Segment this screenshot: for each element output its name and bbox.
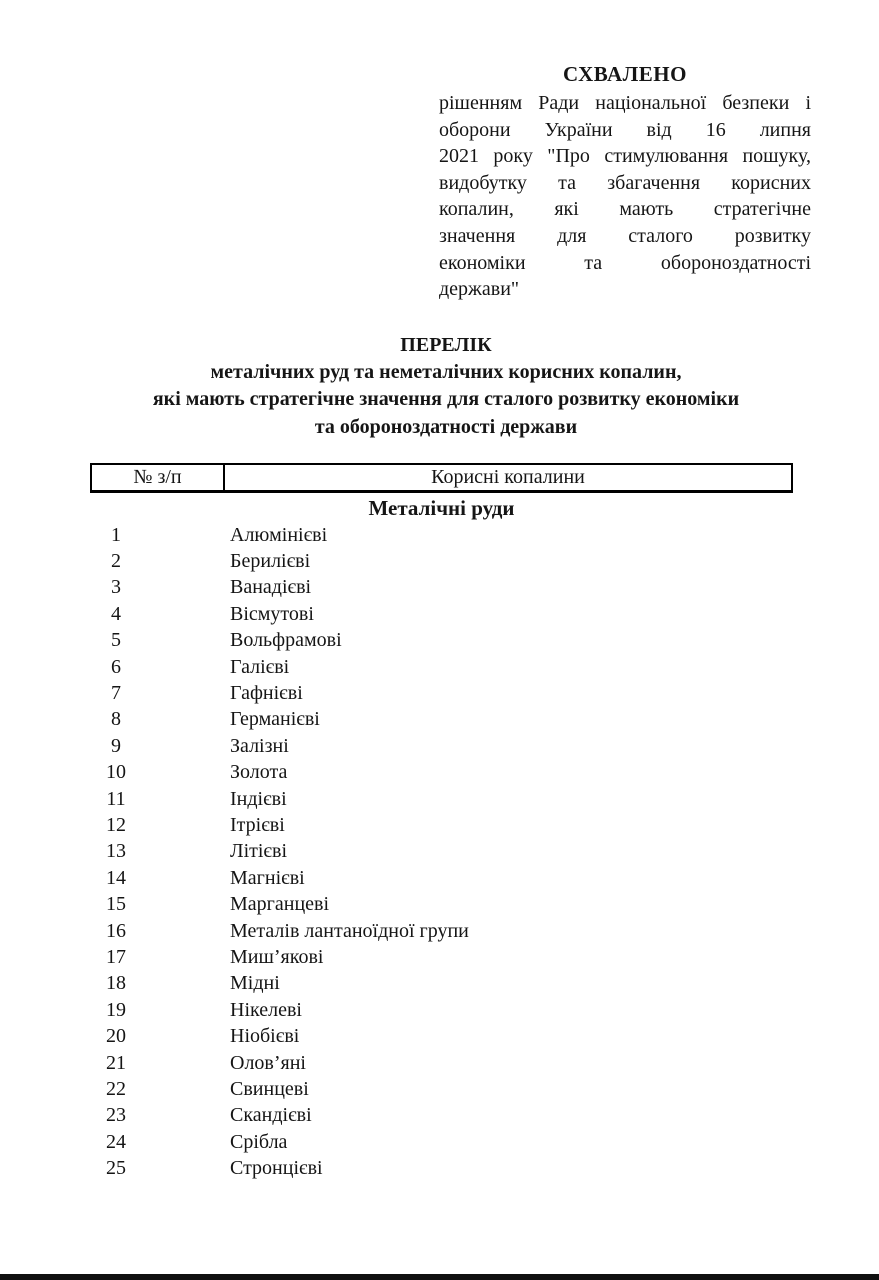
table-row <box>90 628 793 654</box>
row-mineral-name: Магнієві <box>230 866 305 889</box>
document-title-line: металічних руд та неметалічних корисних копалин, <box>210 361 682 384</box>
approval-line: держави" <box>439 278 520 301</box>
row-mineral-name: Германієві <box>230 708 320 731</box>
row-number: 4 <box>111 602 121 625</box>
table-row <box>90 575 793 601</box>
row-number: 19 <box>106 998 126 1021</box>
row-number: 23 <box>106 1104 126 1127</box>
minerals-table <box>90 463 793 1182</box>
table-row <box>90 971 793 997</box>
row-number: 18 <box>106 972 126 995</box>
row-mineral-name: Марганцеві <box>230 893 330 916</box>
approval-line: значення для сталого розвитку <box>439 224 811 247</box>
table-row <box>90 654 793 680</box>
row-mineral-name: Літієві <box>230 840 288 863</box>
row-number: 8 <box>111 708 121 731</box>
row-mineral-name: Ітрієві <box>230 813 285 836</box>
row-number: 6 <box>111 655 121 678</box>
row-mineral-name: Золота <box>230 761 288 784</box>
table-row <box>90 548 793 574</box>
row-number: 13 <box>106 840 126 863</box>
row-number: 5 <box>111 629 121 652</box>
section-title-metal-ores: Металічні руди <box>368 496 515 520</box>
row-mineral-name: Алюмінієві <box>230 523 328 546</box>
row-number: 24 <box>106 1130 126 1153</box>
table-row <box>90 891 793 917</box>
table-row <box>90 522 793 548</box>
approval-line: копалин, які мають стратегічне <box>439 198 811 221</box>
table-row <box>90 865 793 891</box>
row-mineral-name: Скандієві <box>230 1104 312 1127</box>
table-row <box>90 997 793 1023</box>
approval-line: видобутку та збагачення корисних <box>439 171 811 194</box>
row-mineral-name: Ванадієві <box>230 576 312 599</box>
row-mineral-name: Олов’яні <box>230 1051 306 1074</box>
table-row <box>90 812 793 838</box>
row-number: 10 <box>106 761 126 784</box>
row-mineral-name: Індієві <box>230 787 287 810</box>
row-mineral-name: Берилієві <box>230 550 311 573</box>
table-row <box>90 1103 793 1129</box>
row-number: 9 <box>111 734 121 757</box>
table-row <box>90 707 793 733</box>
approval-body <box>439 90 811 303</box>
approval-line: рішенням Ради національної безпеки і <box>439 92 811 114</box>
table-row <box>90 1076 793 1102</box>
table-row <box>90 839 793 865</box>
row-number: 25 <box>106 1157 126 1180</box>
document-title <box>60 332 832 441</box>
table-body <box>90 522 793 1182</box>
row-number: 1 <box>111 523 121 546</box>
row-mineral-name: Галієві <box>230 655 290 678</box>
document-title-line: які мають стратегічне значення для сталого розвитку економіки <box>152 388 740 411</box>
table-row <box>90 786 793 812</box>
table-row <box>90 601 793 627</box>
row-number: 7 <box>111 682 121 705</box>
table-row <box>90 733 793 759</box>
row-number: 22 <box>106 1077 126 1100</box>
table-row <box>90 1050 793 1076</box>
row-number: 21 <box>106 1051 126 1074</box>
table-row <box>90 760 793 786</box>
row-mineral-name: Металів лантаноїдної групи <box>230 919 469 942</box>
row-mineral-name: Срібла <box>230 1130 288 1153</box>
bottom-black-bar <box>0 1274 879 1280</box>
row-mineral-name: Гафнієві <box>230 682 303 705</box>
row-number: 2 <box>111 550 121 573</box>
table-header-row <box>90 463 793 493</box>
approval-block <box>439 60 811 303</box>
row-number: 17 <box>106 945 126 968</box>
table-row <box>90 680 793 706</box>
row-mineral-name: Миш’якові <box>230 945 324 968</box>
table-row <box>90 1023 793 1049</box>
row-number: 20 <box>106 1025 126 1048</box>
row-number: 15 <box>106 893 126 916</box>
row-mineral-name: Свинцеві <box>230 1077 309 1100</box>
row-mineral-name: Залізні <box>230 734 289 757</box>
row-number: 16 <box>106 919 126 942</box>
table-row <box>90 944 793 970</box>
row-mineral-name: Вісмутові <box>230 602 314 625</box>
table-row <box>90 1155 793 1181</box>
document-title-line: та обороноздатності держави <box>314 415 578 438</box>
approval-heading: СХВАЛЕНО <box>563 62 687 86</box>
row-number: 14 <box>106 866 126 889</box>
approval-line: оборони України від 16 липня <box>439 118 811 141</box>
approval-line: 2021 року "Про стимулювання пошуку, <box>439 145 811 168</box>
table-row <box>90 1129 793 1155</box>
document-title-line: ПЕРЕЛІК <box>400 334 492 356</box>
column-header-number: № з/п <box>92 465 225 490</box>
row-mineral-name: Вольфрамові <box>230 629 342 652</box>
column-header-minerals: Корисні копалини <box>431 466 585 488</box>
row-mineral-name: Ніобієві <box>230 1025 300 1048</box>
row-mineral-name: Стронцієві <box>230 1157 323 1180</box>
row-mineral-name: Нікелеві <box>230 998 302 1021</box>
table-row <box>90 918 793 944</box>
row-number: 11 <box>106 787 126 810</box>
row-number: 12 <box>106 813 126 836</box>
approval-line: економіки та обороноздатності <box>439 251 811 274</box>
row-number: 3 <box>111 576 121 599</box>
row-mineral-name: Мідні <box>230 972 280 995</box>
